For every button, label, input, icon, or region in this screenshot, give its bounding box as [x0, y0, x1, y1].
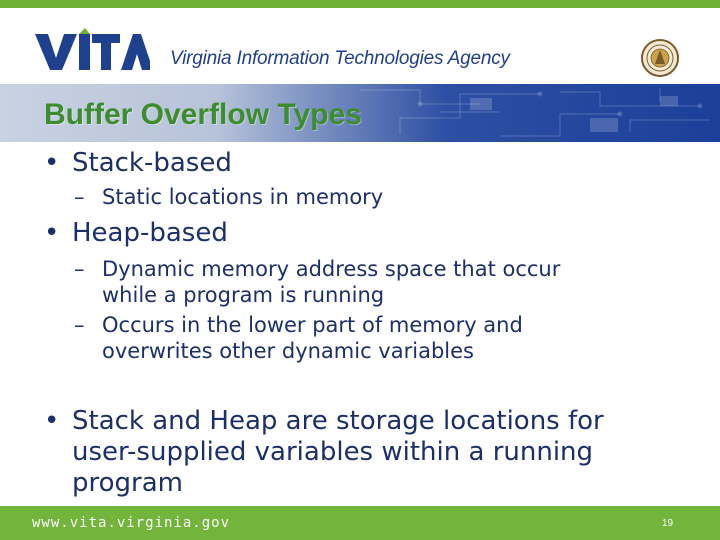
- agency-name: Virginia Information Technologies Agency: [170, 48, 510, 69]
- title-band: [0, 84, 720, 142]
- footer-url: www.vita.virginia.gov: [32, 515, 231, 531]
- virginia-seal-icon: [640, 38, 680, 78]
- bullet-text: Stack-based: [72, 148, 232, 178]
- vita-logo: [35, 28, 150, 74]
- dash-marker: –: [74, 257, 85, 281]
- dash-marker: –: [74, 313, 85, 337]
- slide-body: [0, 142, 720, 506]
- slide-title: Buffer Overflow Types: [44, 98, 362, 131]
- bullet-text: Stack and Heap are storage locations for: [72, 406, 604, 436]
- bullet-marker: •: [44, 148, 60, 178]
- top-accent-strip: [0, 0, 720, 8]
- bullet-marker: •: [44, 218, 60, 248]
- sub-bullet-text: Dynamic memory address space that occur: [102, 257, 561, 281]
- bullet-text: Heap-based: [72, 218, 228, 248]
- sub-bullet-continuation: overwrites other dynamic variables: [102, 339, 474, 363]
- page-number: 19: [662, 518, 674, 529]
- bullet-continuation: program: [72, 468, 183, 498]
- sub-bullet-text: Static locations in memory: [102, 185, 384, 209]
- dash-marker: –: [74, 185, 85, 209]
- bullet-marker: •: [44, 406, 60, 436]
- sub-bullet-continuation: while a program is running: [102, 283, 385, 307]
- slide-footer: [0, 506, 720, 540]
- bullet-continuation: user-supplied variables within a running: [72, 437, 594, 467]
- slide-header: [0, 8, 720, 84]
- sub-bullet-text: Occurs in the lower part of memory and: [102, 313, 523, 337]
